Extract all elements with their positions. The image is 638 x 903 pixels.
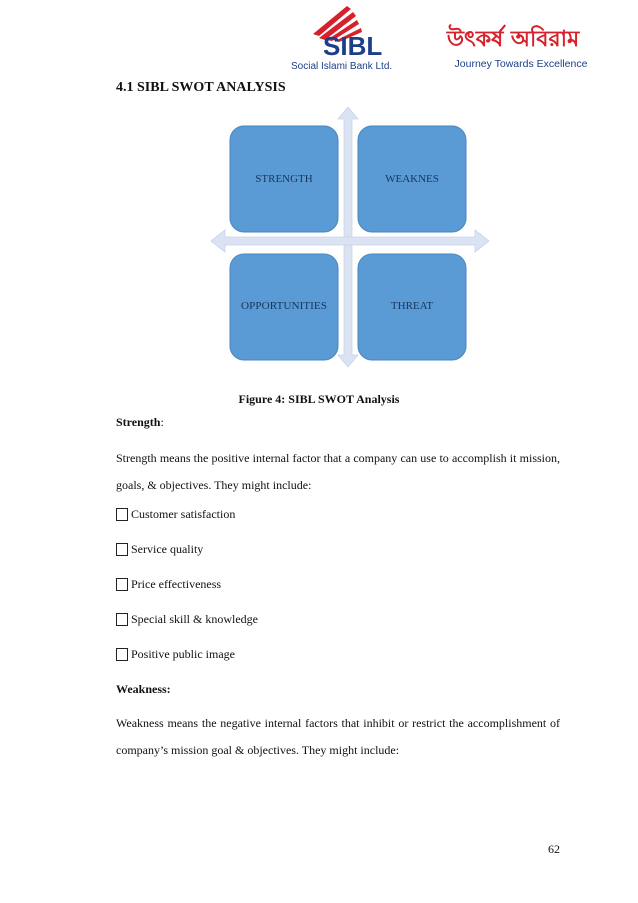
page-number: 62 — [548, 842, 560, 856]
list-item-text: Special skill & knowledge — [131, 612, 258, 626]
checkbox-square-icon — [116, 543, 128, 556]
opportunities-label: OPPORTUNITIES — [241, 300, 327, 312]
checkbox-square-icon — [116, 508, 128, 521]
list-item — [116, 507, 235, 522]
slogan — [446, 24, 588, 70]
swot-diagram — [208, 104, 492, 370]
header-logo — [285, 0, 615, 72]
strength-label: STRENGTH — [255, 173, 313, 185]
strength-heading-text: Strength — [116, 415, 161, 429]
weakness-paragraph: Weakness means the negative internal factors that inhibit or restrict the accomplishment of company’s mission goal & objectives. They might include: — [116, 716, 560, 757]
list-item-text: Customer satisfaction — [131, 507, 236, 521]
list-item-text: Service quality — [131, 542, 204, 556]
sibl-logo — [291, 6, 392, 72]
bank-fullname: Social Islami Bank Ltd. — [291, 61, 393, 72]
list-item-text: Price effectiveness — [131, 577, 222, 591]
strength-paragraph: Strength means the positive internal factor that a company can use to accomplish it mission, goals, & objectives. They might include: — [116, 451, 560, 492]
bank-wordmark: SIBL — [323, 31, 383, 61]
checkbox-square-icon — [116, 648, 128, 661]
slogan-english: Journey Towards Excellence — [454, 58, 588, 70]
weakness-label: WEAKNES — [385, 173, 439, 185]
weakness-heading — [116, 682, 171, 697]
strength-heading-colon: : — [160, 415, 164, 429]
slogan-bengali: উৎকর্ষ অবিরাম — [446, 27, 580, 52]
figure-caption: Figure 4: SIBL SWOT Analysis — [238, 392, 400, 406]
threat-label: THREAT — [390, 300, 434, 312]
list-item — [116, 612, 258, 627]
list-item-text: Positive public image — [131, 647, 235, 661]
list-item — [116, 577, 221, 592]
list-item — [116, 647, 235, 662]
strength-heading — [116, 415, 164, 430]
section-title: 4.1 SIBL SWOT ANALYSIS — [116, 80, 286, 95]
weakness-heading-text: Weakness: — [116, 682, 171, 696]
checkbox-square-icon — [116, 578, 128, 591]
checkbox-square-icon — [116, 613, 128, 626]
list-item — [116, 542, 203, 557]
